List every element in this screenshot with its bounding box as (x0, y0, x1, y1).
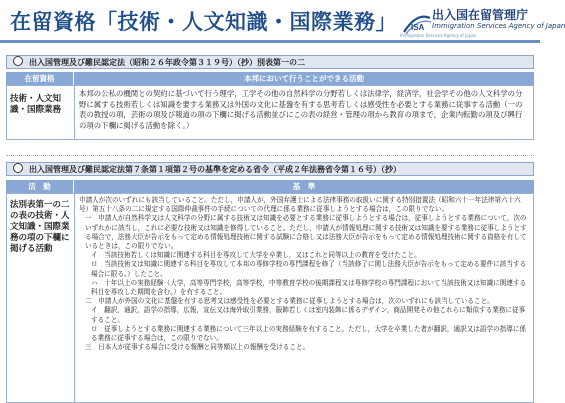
page-title: 在留資格「技術・人文知識・国際業務」 (10, 10, 397, 34)
section2-column-headers (6, 180, 534, 193)
section2-heading (6, 162, 534, 176)
section1-heading (6, 55, 534, 69)
section2-table (6, 193, 534, 403)
section2-heading-text: 出入国管理及び難民認定法第７条第１項第２号の基準を定める省令（平成２年法務省令第１６号）（抄） (29, 165, 401, 174)
column-header-activity: 本邦において行うことができる活動 (74, 72, 534, 85)
logo-mark: ISA (411, 23, 425, 32)
criteria-line: イ 当該技術若しくは知識に関連する科目を専攻して大学を卒業し，又はこれと同等以上の教育を受けたこと。 (91, 251, 421, 260)
section1-column-headers (6, 72, 534, 85)
circle-icon (13, 163, 23, 173)
logo-caption: Immigration Services Agency of Japan (400, 33, 477, 38)
title-rule (0, 40, 540, 43)
organization-name: 出入国在留管理庁 (432, 8, 529, 22)
criteria-line: イ 翻訳，通訳，語学の指導，広報，宣伝又は海外取引業務，服飾若しくは室内装飾に係るデザイン，商品開発その他これらに類似する業務に従事すること。 (91, 306, 526, 324)
criteria-line: 申請人が次のいずれにも該当していること。ただし，申請人が，外国弁護士による法律事務の取扱いに関する特別措置法（昭和六十一年法律第六十六号）第五十八条の二に規定する国際仲裁事件の手続についての代理に係る業務に従事しようとする場合は，この限りでない。 (79, 196, 521, 214)
criteria-line: 二 申請人が外国の文化に基盤を有する思考又は感受性を必要とする業務に従事しようとする場合は，次のいずれにも該当していること。 (85, 297, 494, 306)
criteria-line: 一 申請人が自然科学又は人文科学の分野に属する技術又は知識を必要とする業務に従事しようとする場合は，従事しようとする業務について，次のいずれかに該当し，これに必要な技術又は知識を修得していること。ただし，申請人が情報処理に関する技術又は知識を要する業務に従事しようとする場合で，法務大臣が告示をもって定める情報処理技術に関する試験に合格し又は法務大臣が告示をもって定める情報処理技術に関する資格を有しているときは，この限りでない。 (85, 214, 527, 251)
section1-heading-text: 出入国管理及び難民認定法（昭和２６年政令第３１９号）（抄）別表第一の二 (29, 58, 305, 67)
activity-cell: 本邦の公私の機関との契約に基づいて行う理学，工学その他の自然科学の分野若しくは法律学，経済学，社会学その他の人文科学の分野に属する技術若しくは知識を要する業務又は外国の文化に基盤を有する思考若しくは感受性を必要とする業務に従事する活動（一の表の教授の項，芸術の項及び報道の項の下欄に掲げる活動並びにこの表の経営・管理の項から教育の項まで，企業内転勤の項及び興行の項の下欄に掲げる活動を除く。） (79, 89, 523, 130)
criteria-line: 三 日本人が従事する場合に受ける報酬と同等額以上の報酬を受けること。 (85, 343, 310, 352)
criteria-cell (75, 194, 533, 402)
criteria-line: ハ 十年以上の実務経験（大学，高等専門学校，高等学校，中等教育学校の後期課程又は専修学校の専門課程において当該技術又は知識に関連する科目を専攻した期間を含む。）を有すること。 (91, 278, 527, 297)
section1-table (6, 85, 534, 140)
criteria-line: ロ 当該技術又は知識に関連する科目を専攻して本邦の専修学校の専門課程を修了（当該修了に関し法務大臣が告示をもって定める要件に該当する場合に限る。）したこと。 (91, 260, 527, 278)
column-header-status: 在留資格 (6, 72, 74, 85)
status-cell: 技術・人文知識・国際業務 (7, 86, 75, 139)
column-header-activity: 活 動 (6, 180, 74, 193)
column-header-criteria: 基 準 (74, 180, 534, 193)
circle-icon (13, 56, 23, 66)
organization-english-name: Immigration Services Agency of Japan (432, 22, 565, 30)
activity-cell: 法別表第一の二の表の技術・人文知識・国際業務の項の下欄に掲げる活動 (7, 194, 75, 402)
header (0, 0, 565, 48)
criteria-line: ロ 従事しようとする業務に関連する業務について三年以上の実務経験を有すること。ただし，大学を卒業した者が翻訳，通訳又は語学の指導に係る業務に従事する場合は，この限りでない。 (91, 324, 527, 343)
section-divider (6, 151, 534, 156)
